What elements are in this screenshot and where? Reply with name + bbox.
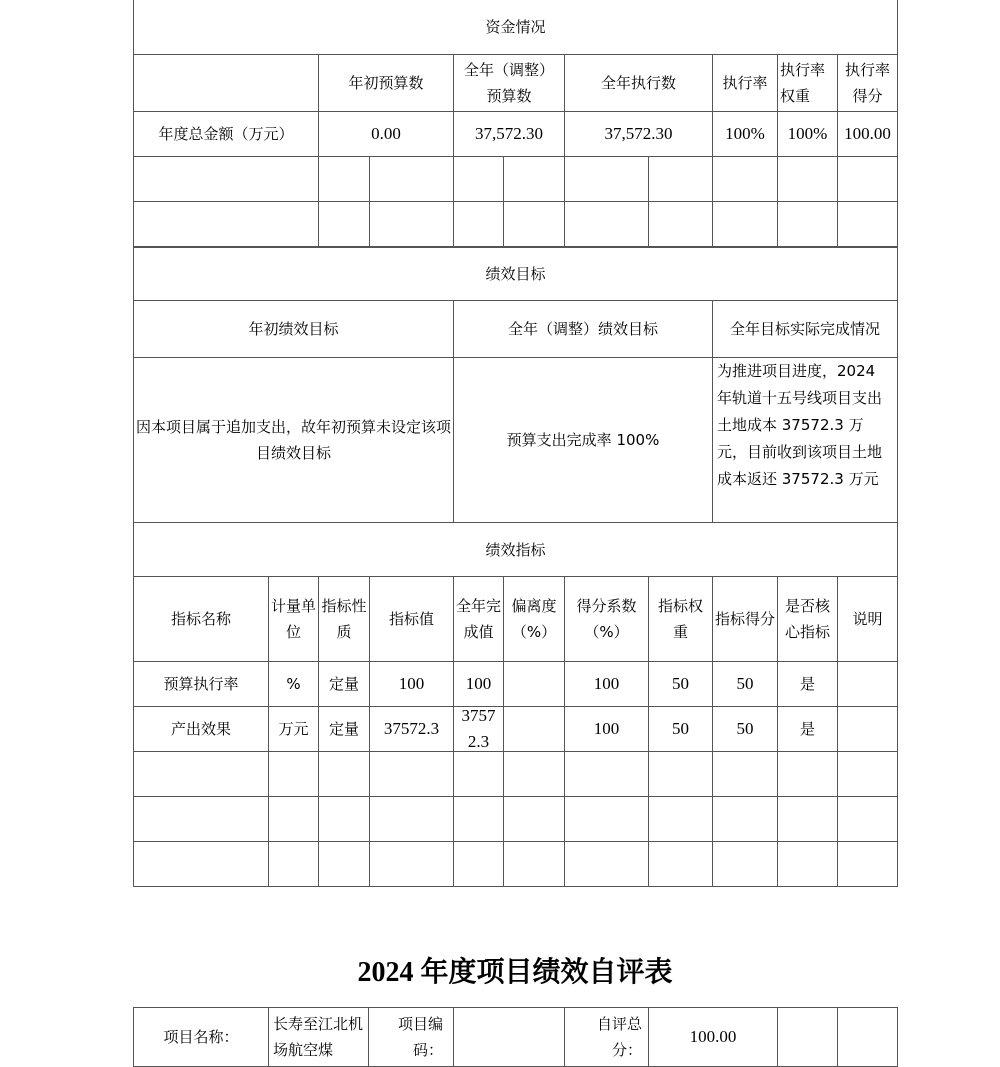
empty-cell (777, 1007, 838, 1067)
goals-header-actual (712, 300, 898, 358)
empty-cell (369, 156, 454, 202)
empty-cell (648, 156, 713, 202)
goals-header-actual-text: 全年目标实际完成情况 (729, 320, 880, 338)
indicator-header-core (777, 576, 838, 662)
indicator-row-score-text: 50 (736, 719, 754, 738)
indicator-header-nature-text: 指标性质 (321, 597, 367, 641)
empty-cell (837, 1007, 898, 1067)
funding-section-title: 资金情况 (133, 0, 898, 55)
indicator-row-nature-text: 定量 (328, 720, 359, 738)
empty-cell (564, 201, 649, 248)
indicator-header-nature (318, 576, 370, 662)
total-actual-execution: 37,572.30 (564, 111, 713, 157)
indicator-row-deviation (503, 706, 565, 752)
project-name-label: 项目名称： (133, 1007, 269, 1067)
indicator-header-name-text: 指标名称 (170, 610, 231, 628)
empty-cell (133, 201, 319, 248)
header-actual-execution: 全年执行数 (564, 54, 713, 112)
indicator-header-core-text: 是否核心指标 (784, 597, 830, 641)
header-initial-budget: 年初预算数 (318, 54, 454, 112)
goals-section-title: 绩效目标 (133, 246, 898, 301)
indicator-header-deviation-text: 偏离度（%） (511, 597, 557, 641)
indicator-header-target (369, 576, 454, 662)
indicator-header-weight-text: 指标权重 (657, 597, 703, 641)
empty-cell (777, 751, 838, 797)
empty-cell (777, 201, 838, 248)
header-rate-weight (777, 54, 838, 112)
empty-cell (712, 796, 778, 842)
indicator-row-core (777, 706, 838, 752)
empty-cell (712, 201, 778, 248)
empty-cell (564, 796, 649, 842)
indicator-row-core-text: 是 (799, 720, 815, 738)
empty-cell (453, 201, 504, 248)
indicator-row-target-text: 37572.3 (383, 719, 440, 738)
empty-cell (453, 841, 504, 887)
empty-cell (837, 796, 898, 842)
empty-cell (777, 796, 838, 842)
indicator-row-unit (268, 661, 319, 707)
indicator-header-unit (268, 576, 319, 662)
project-code-label-text: 项目编码： (397, 1015, 443, 1059)
indicator-row-name (133, 661, 269, 707)
empty-cell (648, 796, 713, 842)
header-rate-score-text: 执行率得分 (844, 61, 890, 105)
indicator-row-target (369, 661, 454, 707)
indicator-row-completed (453, 661, 504, 707)
indicator-header-completed (453, 576, 504, 662)
indicator-row-nature-text: 定量 (328, 675, 359, 693)
self-score-label (564, 1007, 649, 1067)
total-rate-weight: 100% (777, 111, 838, 157)
indicator-row-unit-text: % (286, 675, 301, 693)
empty-cell (369, 751, 454, 797)
indicator-row-note (837, 661, 898, 707)
indicator-row-unit-text: 万元 (278, 720, 309, 738)
indicator-row-name-text: 产出效果 (170, 720, 231, 738)
indicator-header-weight (648, 576, 713, 662)
indicator-row-name (133, 706, 269, 752)
empty-cell (318, 201, 370, 248)
indicator-header-unit-text: 计量单位 (271, 597, 317, 641)
indicators-section-title: 绩效指标 (133, 522, 898, 577)
empty-cell (268, 841, 319, 887)
indicator-header-coef-text: 得分系数（%） (576, 597, 637, 641)
empty-cell (837, 156, 898, 202)
indicator-row-weight-text: 50 (672, 674, 689, 693)
total-row-label: 年度总金额（万元） (133, 111, 319, 157)
goals-actual-text-content: 为推进项目进度，2024 年轨道十五号线项目支出土地成本 37572.3 万元，目前收到该项目土地成本返还 37572.3 万元 (717, 362, 883, 488)
empty-cell (564, 751, 649, 797)
self-score-value: 100.00 (648, 1007, 778, 1067)
indicator-header-score (712, 576, 778, 662)
total-execution-rate: 100% (712, 111, 778, 157)
empty-cell (453, 796, 504, 842)
empty-cell (503, 201, 565, 248)
indicator-row-weight (648, 706, 713, 752)
indicator-header-note (837, 576, 898, 662)
project-code-value (453, 1007, 565, 1067)
empty-cell (369, 796, 454, 842)
header-adjusted-budget-text: 全年（调整）预算数 (464, 61, 555, 105)
project-name-value (268, 1007, 369, 1067)
empty-cell (503, 751, 565, 797)
indicator-header-name (133, 576, 269, 662)
project-name-value-text: 长寿至江北机场航空煤 (273, 1015, 364, 1059)
indicator-header-completed-text: 全年完成值 (456, 597, 502, 641)
empty-cell (318, 156, 370, 202)
goals-actual-text (712, 357, 898, 523)
empty-cell (837, 841, 898, 887)
header-rate-score (837, 54, 898, 112)
empty-cell (564, 841, 649, 887)
empty-cell (133, 751, 269, 797)
empty-cell (503, 796, 565, 842)
empty-cell (648, 841, 713, 887)
funding-header-blank (133, 54, 319, 112)
goals-adjusted-text: 预算支出完成率 100% (453, 357, 713, 523)
indicator-row-core-text: 是 (799, 675, 815, 693)
indicator-header-score-text: 指标得分 (715, 610, 776, 628)
indicator-row-score-text: 50 (736, 674, 754, 693)
indicator-row-completed-text: 37572.3 (461, 706, 496, 751)
self-score-label-text: 自评总分： (596, 1015, 642, 1059)
total-rate-score: 100.00 (837, 111, 898, 157)
goals-header-adjusted: 全年（调整）绩效目标 (453, 300, 713, 358)
empty-cell (133, 156, 319, 202)
project-code-label (368, 1007, 454, 1067)
goals-initial-text-content: 因本项目属于追加支出，故年初预算未设定该项目绩效目标 (136, 418, 452, 462)
total-adjusted-budget: 37,572.30 (453, 111, 565, 157)
indicator-row-completed (453, 706, 504, 752)
empty-cell (268, 796, 319, 842)
next-form-title: 2024 年度项目绩效自评表 (357, 957, 673, 988)
indicator-row-target (369, 706, 454, 752)
empty-cell (318, 841, 370, 887)
header-adjusted-budget (453, 54, 565, 112)
indicator-row-score (712, 661, 778, 707)
indicator-row-name-text: 预算执行率 (163, 675, 239, 693)
header-rate-weight-text: 执行率权重 (780, 61, 826, 105)
indicator-header-coef (564, 576, 649, 662)
indicator-header-target-text: 指标值 (388, 610, 434, 628)
empty-cell (318, 751, 370, 797)
indicator-row-coef (564, 706, 649, 752)
empty-cell (133, 841, 269, 887)
indicator-row-note (837, 706, 898, 752)
goals-header-initial: 年初绩效目标 (133, 300, 454, 358)
empty-cell (712, 751, 778, 797)
empty-cell (777, 841, 838, 887)
empty-cell (453, 156, 504, 202)
empty-cell (712, 841, 778, 887)
indicator-row-unit (268, 706, 319, 752)
empty-cell (837, 751, 898, 797)
empty-cell (369, 201, 454, 248)
indicator-row-coef-text: 100 (593, 674, 620, 693)
indicator-row-target-text: 100 (398, 674, 425, 693)
empty-cell (712, 156, 778, 202)
empty-cell (503, 841, 565, 887)
empty-cell (133, 796, 269, 842)
indicator-header-deviation (503, 576, 565, 662)
empty-cell (369, 841, 454, 887)
indicator-row-weight (648, 661, 713, 707)
empty-cell (648, 201, 713, 248)
empty-cell (503, 156, 565, 202)
empty-cell (318, 796, 370, 842)
indicator-row-coef-text: 100 (593, 719, 620, 738)
empty-cell (837, 201, 898, 248)
empty-cell (564, 156, 649, 202)
total-initial-budget: 0.00 (318, 111, 454, 157)
indicator-header-note-text: 说明 (852, 610, 883, 628)
indicator-row-score (712, 706, 778, 752)
empty-cell (453, 751, 504, 797)
indicator-row-core (777, 661, 838, 707)
indicator-row-completed-text: 100 (465, 674, 492, 693)
empty-cell (648, 751, 713, 797)
indicator-row-nature (318, 706, 370, 752)
indicator-row-deviation (503, 661, 565, 707)
indicator-row-weight-text: 50 (672, 719, 689, 738)
indicator-row-nature (318, 661, 370, 707)
empty-cell (777, 156, 838, 202)
header-execution-rate: 执行率 (712, 54, 778, 112)
indicator-row-coef (564, 661, 649, 707)
goals-initial-text (133, 357, 454, 523)
empty-cell (268, 751, 319, 797)
